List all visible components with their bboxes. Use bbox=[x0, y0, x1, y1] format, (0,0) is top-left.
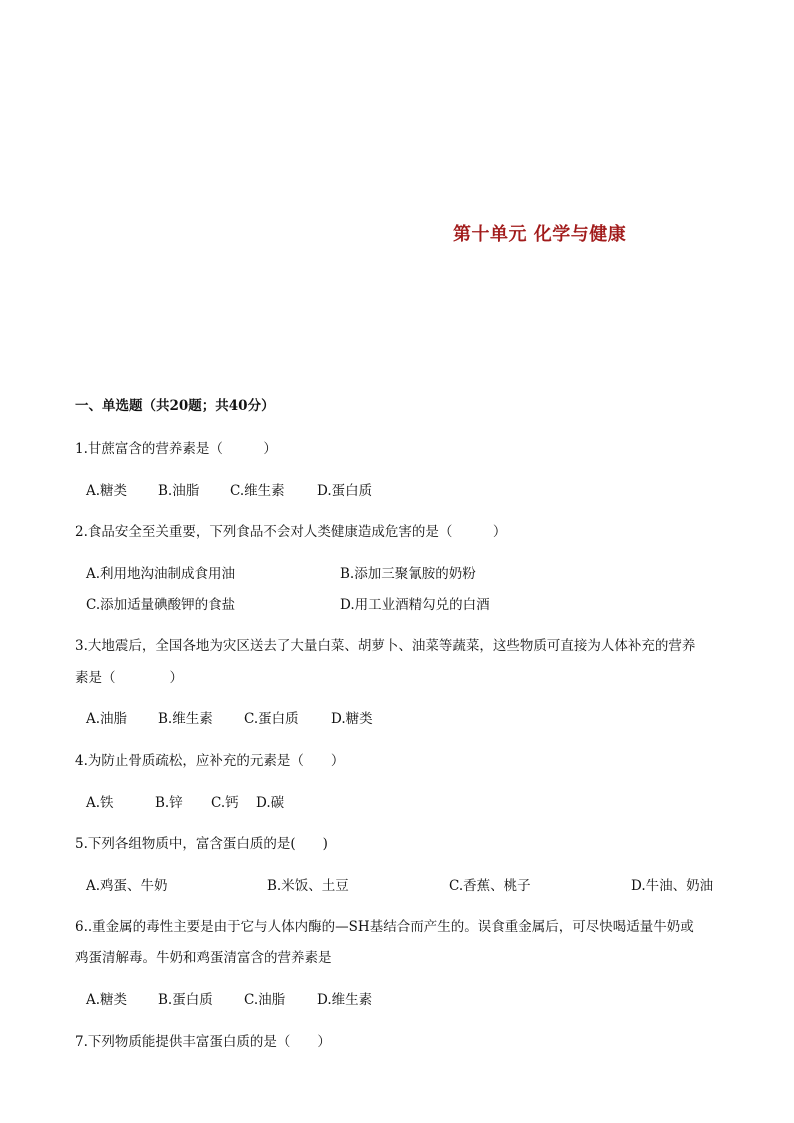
question-5-stem: 5.下列各组物质中，富含蛋白质的是( ) bbox=[75, 836, 328, 852]
question-5-option-d[interactable]: D.牛油、奶油 bbox=[631, 878, 714, 894]
question-3-option-d[interactable]: D.糖类 bbox=[331, 711, 373, 727]
question-1-option-a[interactable]: A.糖类 bbox=[86, 483, 128, 499]
question-1-option-b[interactable]: B.油脂 bbox=[158, 483, 200, 499]
question-5-option-c[interactable]: C.香蕉、桃子 bbox=[449, 878, 531, 894]
question-5-option-a[interactable]: A.鸡蛋、牛奶 bbox=[86, 878, 168, 894]
question-3-stem-line-1: 3.大地震后，全国各地为灾区送去了大量白菜、胡萝卜、油菜等蔬菜，这些物质可直接为人体补充的营养 bbox=[75, 638, 696, 654]
question-2-stem: 2.食品安全至关重要，下列食品不会对人类健康造成危害的是（ ） bbox=[75, 524, 507, 540]
question-4-option-c[interactable]: C.钙 bbox=[211, 795, 239, 811]
page-title: 第十单元 化学与健康 bbox=[453, 224, 627, 245]
question-2-option-d[interactable]: D.用工业酒精勾兑的白酒 bbox=[340, 597, 490, 613]
question-6-stem-line-2: 鸡蛋清解毒。牛奶和鸡蛋清富含的营养素是 bbox=[75, 950, 332, 966]
question-3-option-c[interactable]: C.蛋白质 bbox=[244, 711, 299, 727]
question-6-stem-line-1: 6..重金属的毒性主要是由于它与人体内酶的—SH基结合而产生的。误食重金属后，可尽快喝适量牛奶或 bbox=[75, 919, 694, 935]
question-6-option-c[interactable]: C.油脂 bbox=[244, 992, 286, 1008]
question-5-option-b[interactable]: B.米饭、土豆 bbox=[267, 878, 349, 894]
question-3-option-a[interactable]: A.油脂 bbox=[86, 711, 128, 727]
question-2-option-c[interactable]: C.添加适量碘酸钾的食盐 bbox=[86, 597, 236, 613]
question-2-option-a[interactable]: A.利用地沟油制成食用油 bbox=[86, 566, 236, 582]
question-7-stem: 7.下列物质能提供丰富蛋白质的是（ ） bbox=[75, 1034, 331, 1050]
question-2-option-b[interactable]: B.添加三聚氰胺的奶粉 bbox=[340, 566, 476, 582]
question-1-option-d[interactable]: D.蛋白质 bbox=[317, 483, 373, 499]
question-6-option-a[interactable]: A.糖类 bbox=[86, 992, 128, 1008]
question-3-option-b[interactable]: B.维生素 bbox=[158, 711, 213, 727]
section-heading: 一、单选题（共20题；共40分） bbox=[75, 398, 275, 414]
question-1-option-c[interactable]: C.维生素 bbox=[230, 483, 285, 499]
question-4-option-b[interactable]: B.锌 bbox=[155, 795, 183, 811]
question-4-stem: 4.为防止骨质疏松，应补充的元素是（ ） bbox=[75, 753, 345, 769]
question-1-stem: 1.甘蔗富含的营养素是（ ） bbox=[75, 441, 277, 457]
question-6-option-d[interactable]: D.维生素 bbox=[317, 992, 373, 1008]
question-4-option-a[interactable]: A.铁 bbox=[86, 795, 114, 811]
question-6-option-b[interactable]: B.蛋白质 bbox=[158, 992, 213, 1008]
question-3-stem-line-2: 素是（ ） bbox=[75, 670, 183, 686]
question-4-option-d[interactable]: D.碳 bbox=[256, 795, 285, 811]
